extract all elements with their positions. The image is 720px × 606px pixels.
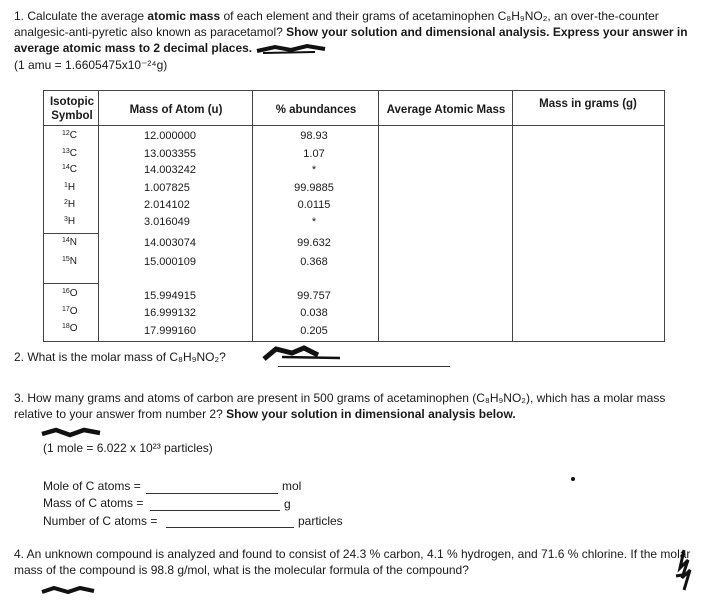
- isotope-symbol: $^{16}$O: [62, 288, 78, 299]
- atom-mass: 15.994915: [144, 290, 196, 302]
- mole-c-label: Mole of C atoms =: [43, 479, 141, 493]
- question-3: [14, 390, 704, 422]
- scribble-mark-2: [262, 345, 342, 365]
- header-average-atomic-mass: Average Atomic Mass: [386, 104, 506, 116]
- q1-text-bold-atomic-mass: atomic mass: [147, 9, 221, 23]
- isotope-symbol: $^3$H: [64, 216, 76, 227]
- atom-mass: 1.007825: [144, 182, 190, 194]
- abundance: 99.757: [297, 290, 331, 302]
- question-1: [14, 8, 704, 56]
- atom-mass: 2.014102: [144, 199, 190, 211]
- abundance: 99.632: [297, 237, 331, 249]
- atom-mass: 14.003242: [144, 164, 196, 176]
- q3-text-bold: Show your solution in dimensional analysis below.: [226, 407, 516, 421]
- isotope-symbol: $^{14}$C: [62, 164, 78, 175]
- atom-mass: 17.999160: [144, 325, 196, 337]
- scribble-mark-3: [40, 426, 102, 440]
- header-mass-of-atom: Mass of Atom (u): [129, 104, 223, 116]
- header-abundances: % abundances: [275, 104, 357, 116]
- atom-mass: 12.000000: [144, 130, 196, 142]
- q3-text: 3. How many grams and atoms of carbon are present in 500 grams of acetaminophen (C₈H₉NO₂), which has a molar mass relative to your answer from number 2?: [14, 391, 666, 421]
- question-2: 2. What is the molar mass of C₈H₉NO₂?: [14, 350, 226, 364]
- molar-mass-answer-line[interactable]: [278, 366, 450, 367]
- mass-c-label: Mass of C atoms =: [43, 496, 144, 510]
- abundance: 0.205: [300, 325, 328, 337]
- abundance: 0.368: [300, 256, 328, 268]
- header-mass-in-grams: Mass in grams (g): [539, 98, 637, 110]
- isotope-symbol: $^{17}$O: [62, 306, 78, 317]
- atom-mass: 3.016049: [144, 216, 190, 228]
- isotope-symbol: $^{15}$N: [62, 256, 78, 267]
- isotope-symbol: $^1$H: [64, 182, 76, 193]
- scribble-mark-1: [255, 43, 327, 55]
- abundance: 0.0115: [297, 199, 331, 211]
- abundance: *: [311, 164, 317, 176]
- isotope-symbol: $^{18}$O: [62, 323, 78, 334]
- header-isotopic-symbol: Isotopic Symbol: [49, 96, 95, 122]
- isotope-symbol: $^{14}$N: [62, 237, 78, 248]
- scribble-mark-5: [40, 584, 96, 598]
- scribble-mark-4: [670, 548, 694, 592]
- q1-text-pre: 1. Calculate the average: [14, 9, 148, 23]
- amu-conversion: (1 amu = 1.6605475x10⁻²⁴g): [14, 58, 168, 72]
- number-c-answer-line[interactable]: [166, 527, 294, 528]
- question-4: 4. An unknown compound is analyzed and found to consist of 24.3 % carbon, 4.1 % hydrogen, and 71.6 % chlorine. If the molar mass of the compound is 98.8 g/mol, what is the molecular formula of the compound?: [14, 547, 691, 577]
- abundance: 0.038: [300, 307, 328, 319]
- isotope-table: [43, 90, 665, 342]
- particles-unit: particles: [298, 514, 343, 528]
- number-c-label: Number of C atoms =: [43, 514, 158, 528]
- atom-mass: 13.003355: [144, 148, 196, 160]
- q1-text-bold-instructions: Show your solution and dimensional analysis. Express your answer in average atomic mass to 2 decimal places.: [14, 25, 688, 55]
- abundance: 98.93: [300, 130, 328, 142]
- isotope-symbol: $^2$H: [64, 199, 76, 210]
- atom-mass: 16.999132: [144, 307, 196, 319]
- atom-mass: 15.000109: [144, 256, 196, 268]
- abundance: 99.9885: [294, 182, 334, 194]
- mass-c-answer-line[interactable]: [150, 510, 280, 511]
- dot-mark: [571, 477, 575, 481]
- mole-conversion: (1 mole = 6.022 x 10²³ particles): [43, 441, 213, 455]
- atom-mass: 14.003074: [144, 237, 196, 249]
- mass-unit: g: [284, 497, 291, 511]
- abundance: 1.07: [303, 148, 325, 160]
- isotope-symbol: $^{13}$C: [62, 148, 78, 159]
- q1-text-mid: of each element and their grams of acetaminophen C₈H₉NO₂, an over-the-counter analgesic-anti-pyretic also known as paracetamol?: [14, 9, 659, 39]
- abundance: *: [311, 216, 317, 228]
- isotope-symbol: $^{12}$C: [62, 130, 78, 141]
- mole-c-answer-line[interactable]: [146, 493, 278, 494]
- mole-unit: mol: [282, 479, 302, 493]
